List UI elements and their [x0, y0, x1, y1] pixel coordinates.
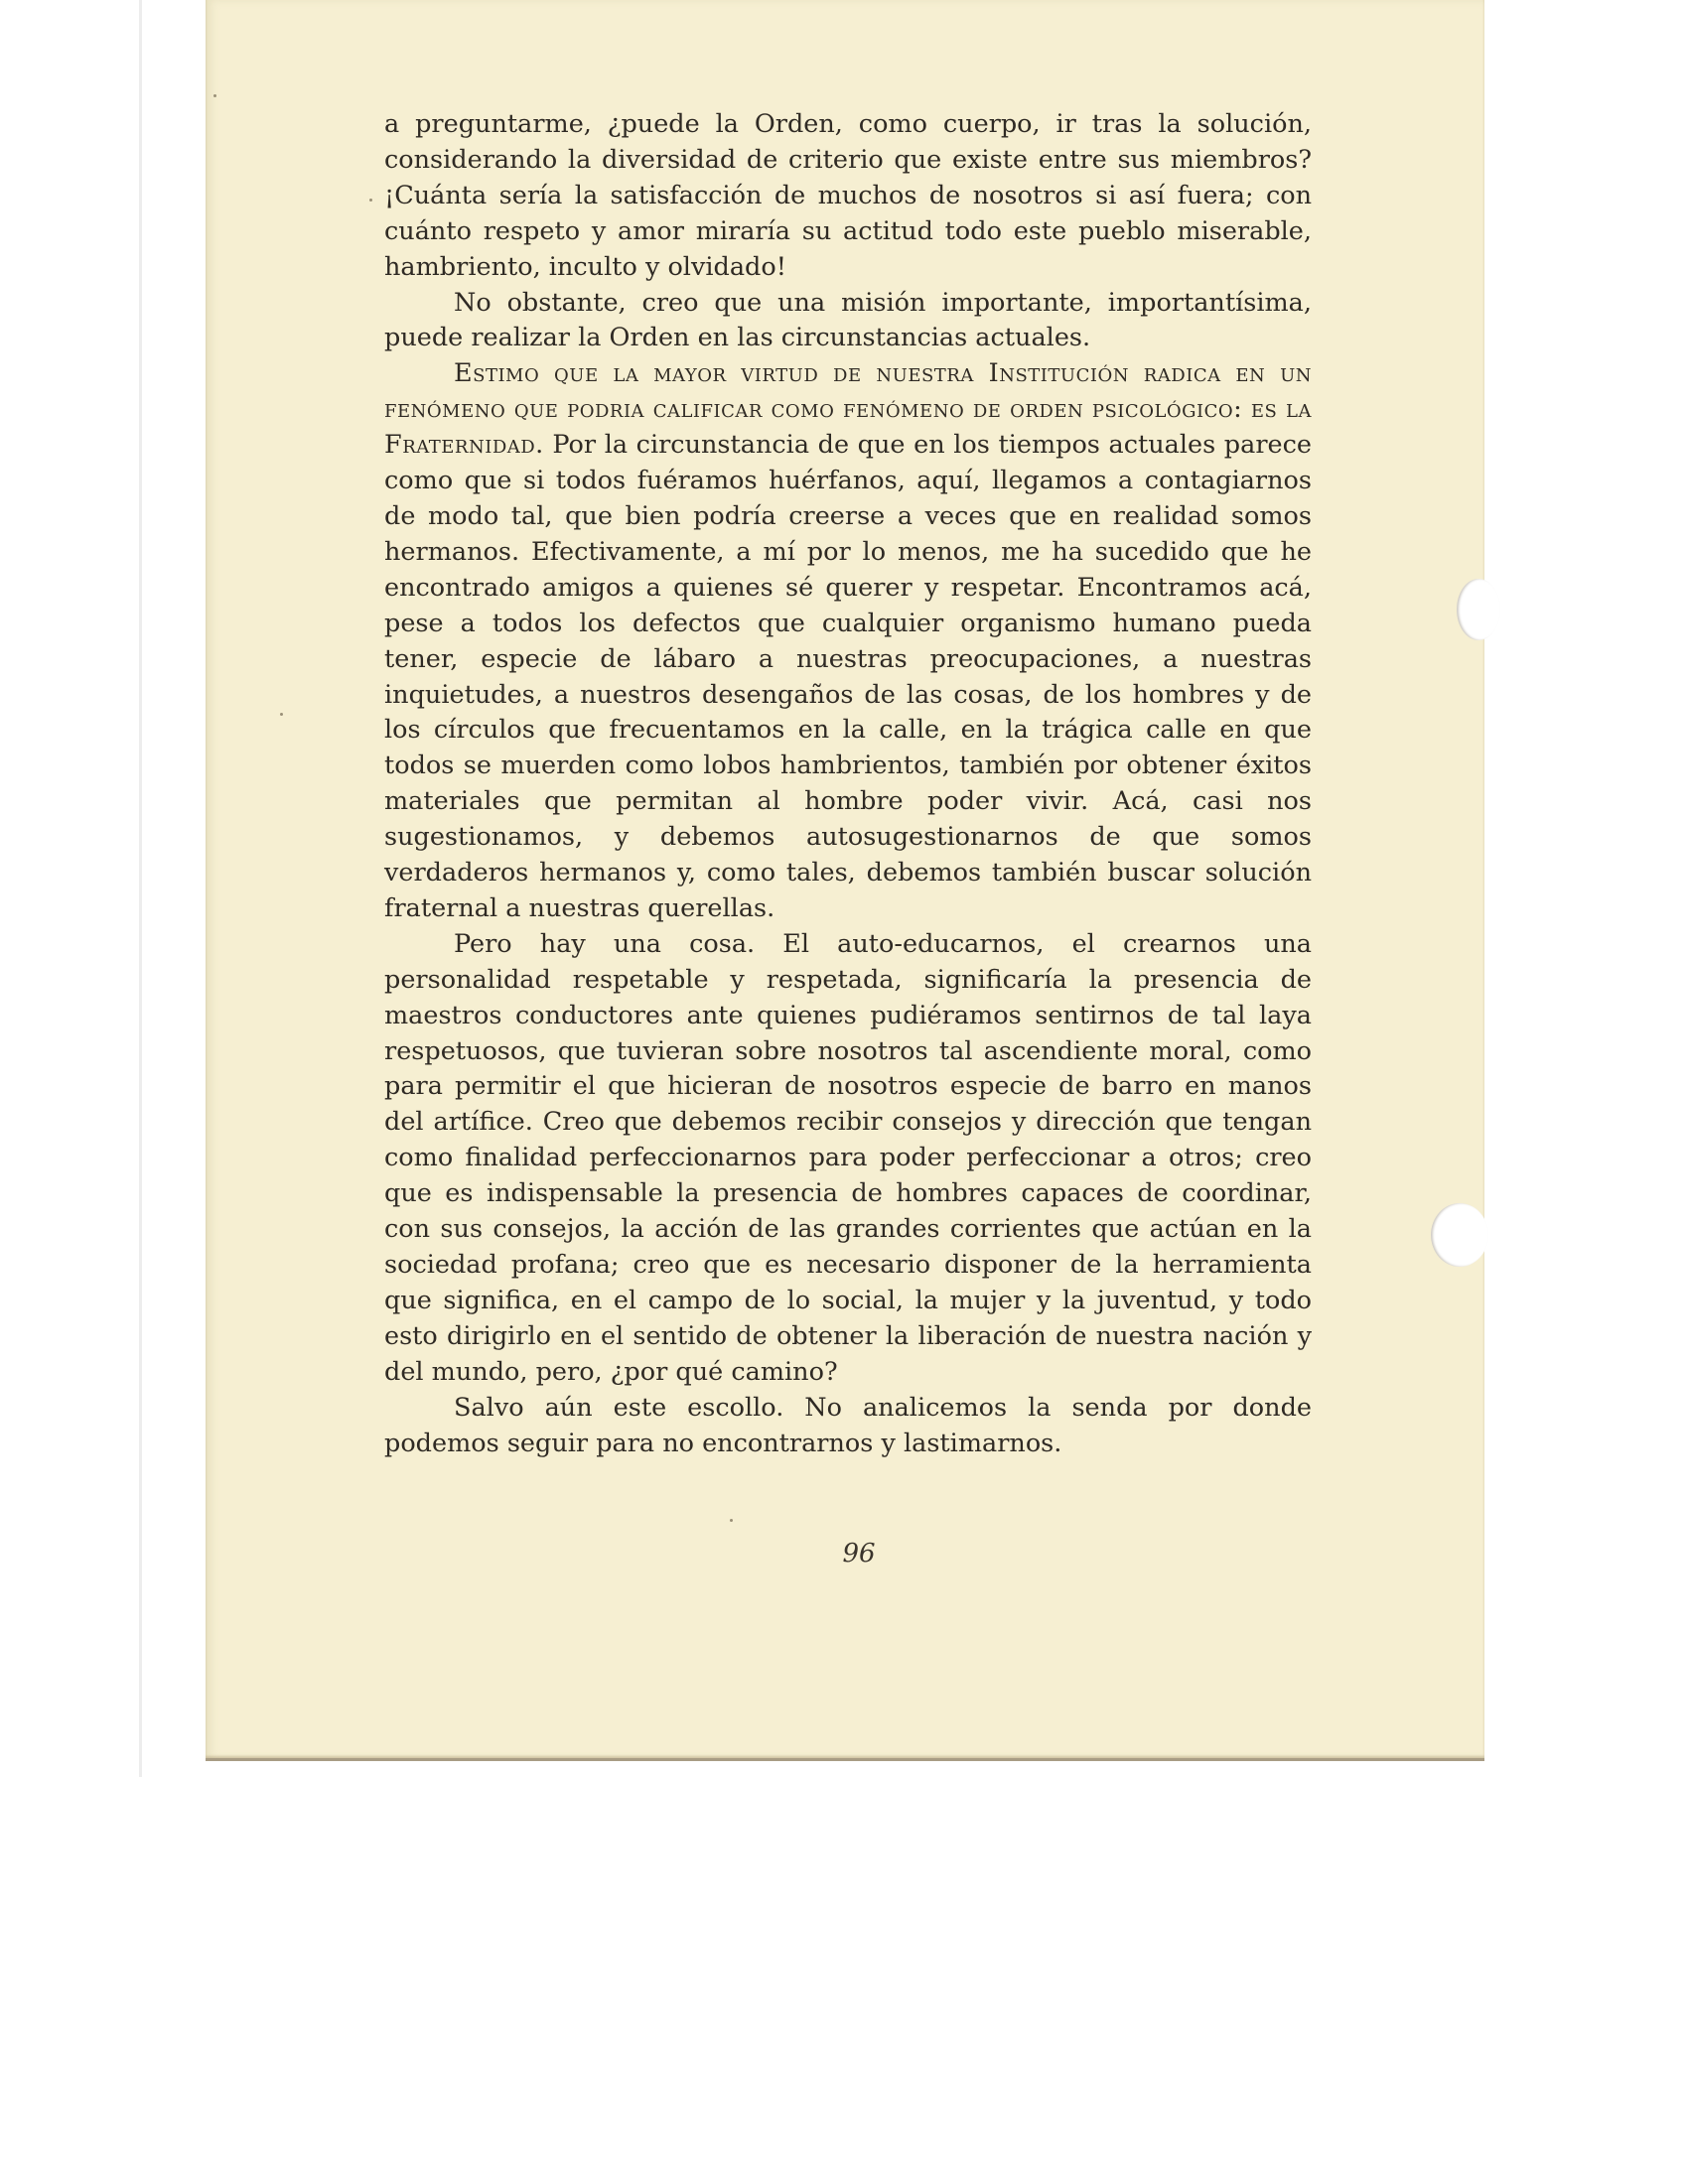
paragraph: a preguntarme, ¿puede la Orden, como cuerpo, ir tras la solución, considerando la diversidad de criterio que existe entre sus miembros? ¡Cuánta sería la satisfacción de muchos de nosotros si así fuera; con cuánto respeto y amor miraría su actitud todo este pueblo miserable, hambriento, inculto y olvidado!	[384, 109, 1312, 282]
punch-hole-lower	[1431, 1203, 1488, 1267]
body-text	[384, 107, 1312, 1461]
paper-speck	[730, 1519, 733, 1522]
smallcaps-lead: Estimo que la mayor virtud de nuestra Institución radica en un fenómeno que podria calificar como fenómeno de orden psicológico: es la Fraternidad.	[384, 358, 1312, 461]
paper-speck	[213, 94, 216, 97]
paragraph-text: Por la circunstancia de que en los tiempos actuales parece como que si todos fuéramos huérfanos, aquí, llegamos a contagiarnos de modo tal, que bien podría creerse a veces que en realidad somos hermanos. Efectivamente, a mí por lo menos, me ha sucedido que he encontrado amigos a quienes sé querer y respetar. Encontramos acá, pese a todos los defectos que cualquier organismo humano pueda tener, especie de lábaro a nuestras preocupaciones, a nuestras inquietudes, a nuestros desengaños de las cosas, de los hombres y de los círculos que frecuentamos en la calle, en la trágica calle en que todos se muerden como lobos hambrientos, también por obtener éxitos materiales que permitan al hombre poder vivir. Acá, casi nos sugestionamos, y debemos autosugestionarnos de que somos verdaderos hermanos y, como tales, debemos también buscar solución fraternal a nuestras querellas.	[384, 430, 1312, 923]
paragraph: Pero hay una cosa. El auto-educarnos, el crearnos una personalidad respetable y respetada, significaría la presencia de maestros conductores ante quienes pudiéramos sentirnos de tal laya respetuosos, que tuvieran sobre nosotros tal ascendiente moral, como para permitir el que hicieran de nosotros especie de barro en manos del artífice. Creo que debemos recibir consejos y dirección que tengan como finalidad perfeccionarnos para poder perfeccionar a otros; creo que es indispensable la presencia de hombres capaces de coordinar, con sus consejos, la acción de las grandes corrientes que actúan en la sociedad profana; creo que es necesario disponer de la herramienta que significa, en el campo de lo social, la mujer y la juventud, y todo esto dirigirlo en el sentido de obtener la liberación de nuestra nación y del mundo, pero, ¿por qué camino?	[384, 928, 1312, 1387]
page-number: 96	[842, 1539, 876, 1569]
punch-hole-upper	[1457, 579, 1500, 640]
paragraph: Salvo aún este escollo. No analicemos la senda por donde podemos seguir para no encontrarnos y lastimarnos.	[384, 1392, 1312, 1458]
paper-speck	[369, 199, 372, 202]
scanner-edge-line	[139, 0, 142, 1777]
paragraph	[384, 356, 1312, 927]
paragraph: No obstante, creo que una misión importante, importantísima, puede realizar la Orden en las circunstancias actuales.	[384, 287, 1312, 353]
paper-bottom-edge	[206, 1758, 1484, 1761]
paper-speck	[280, 713, 283, 716]
